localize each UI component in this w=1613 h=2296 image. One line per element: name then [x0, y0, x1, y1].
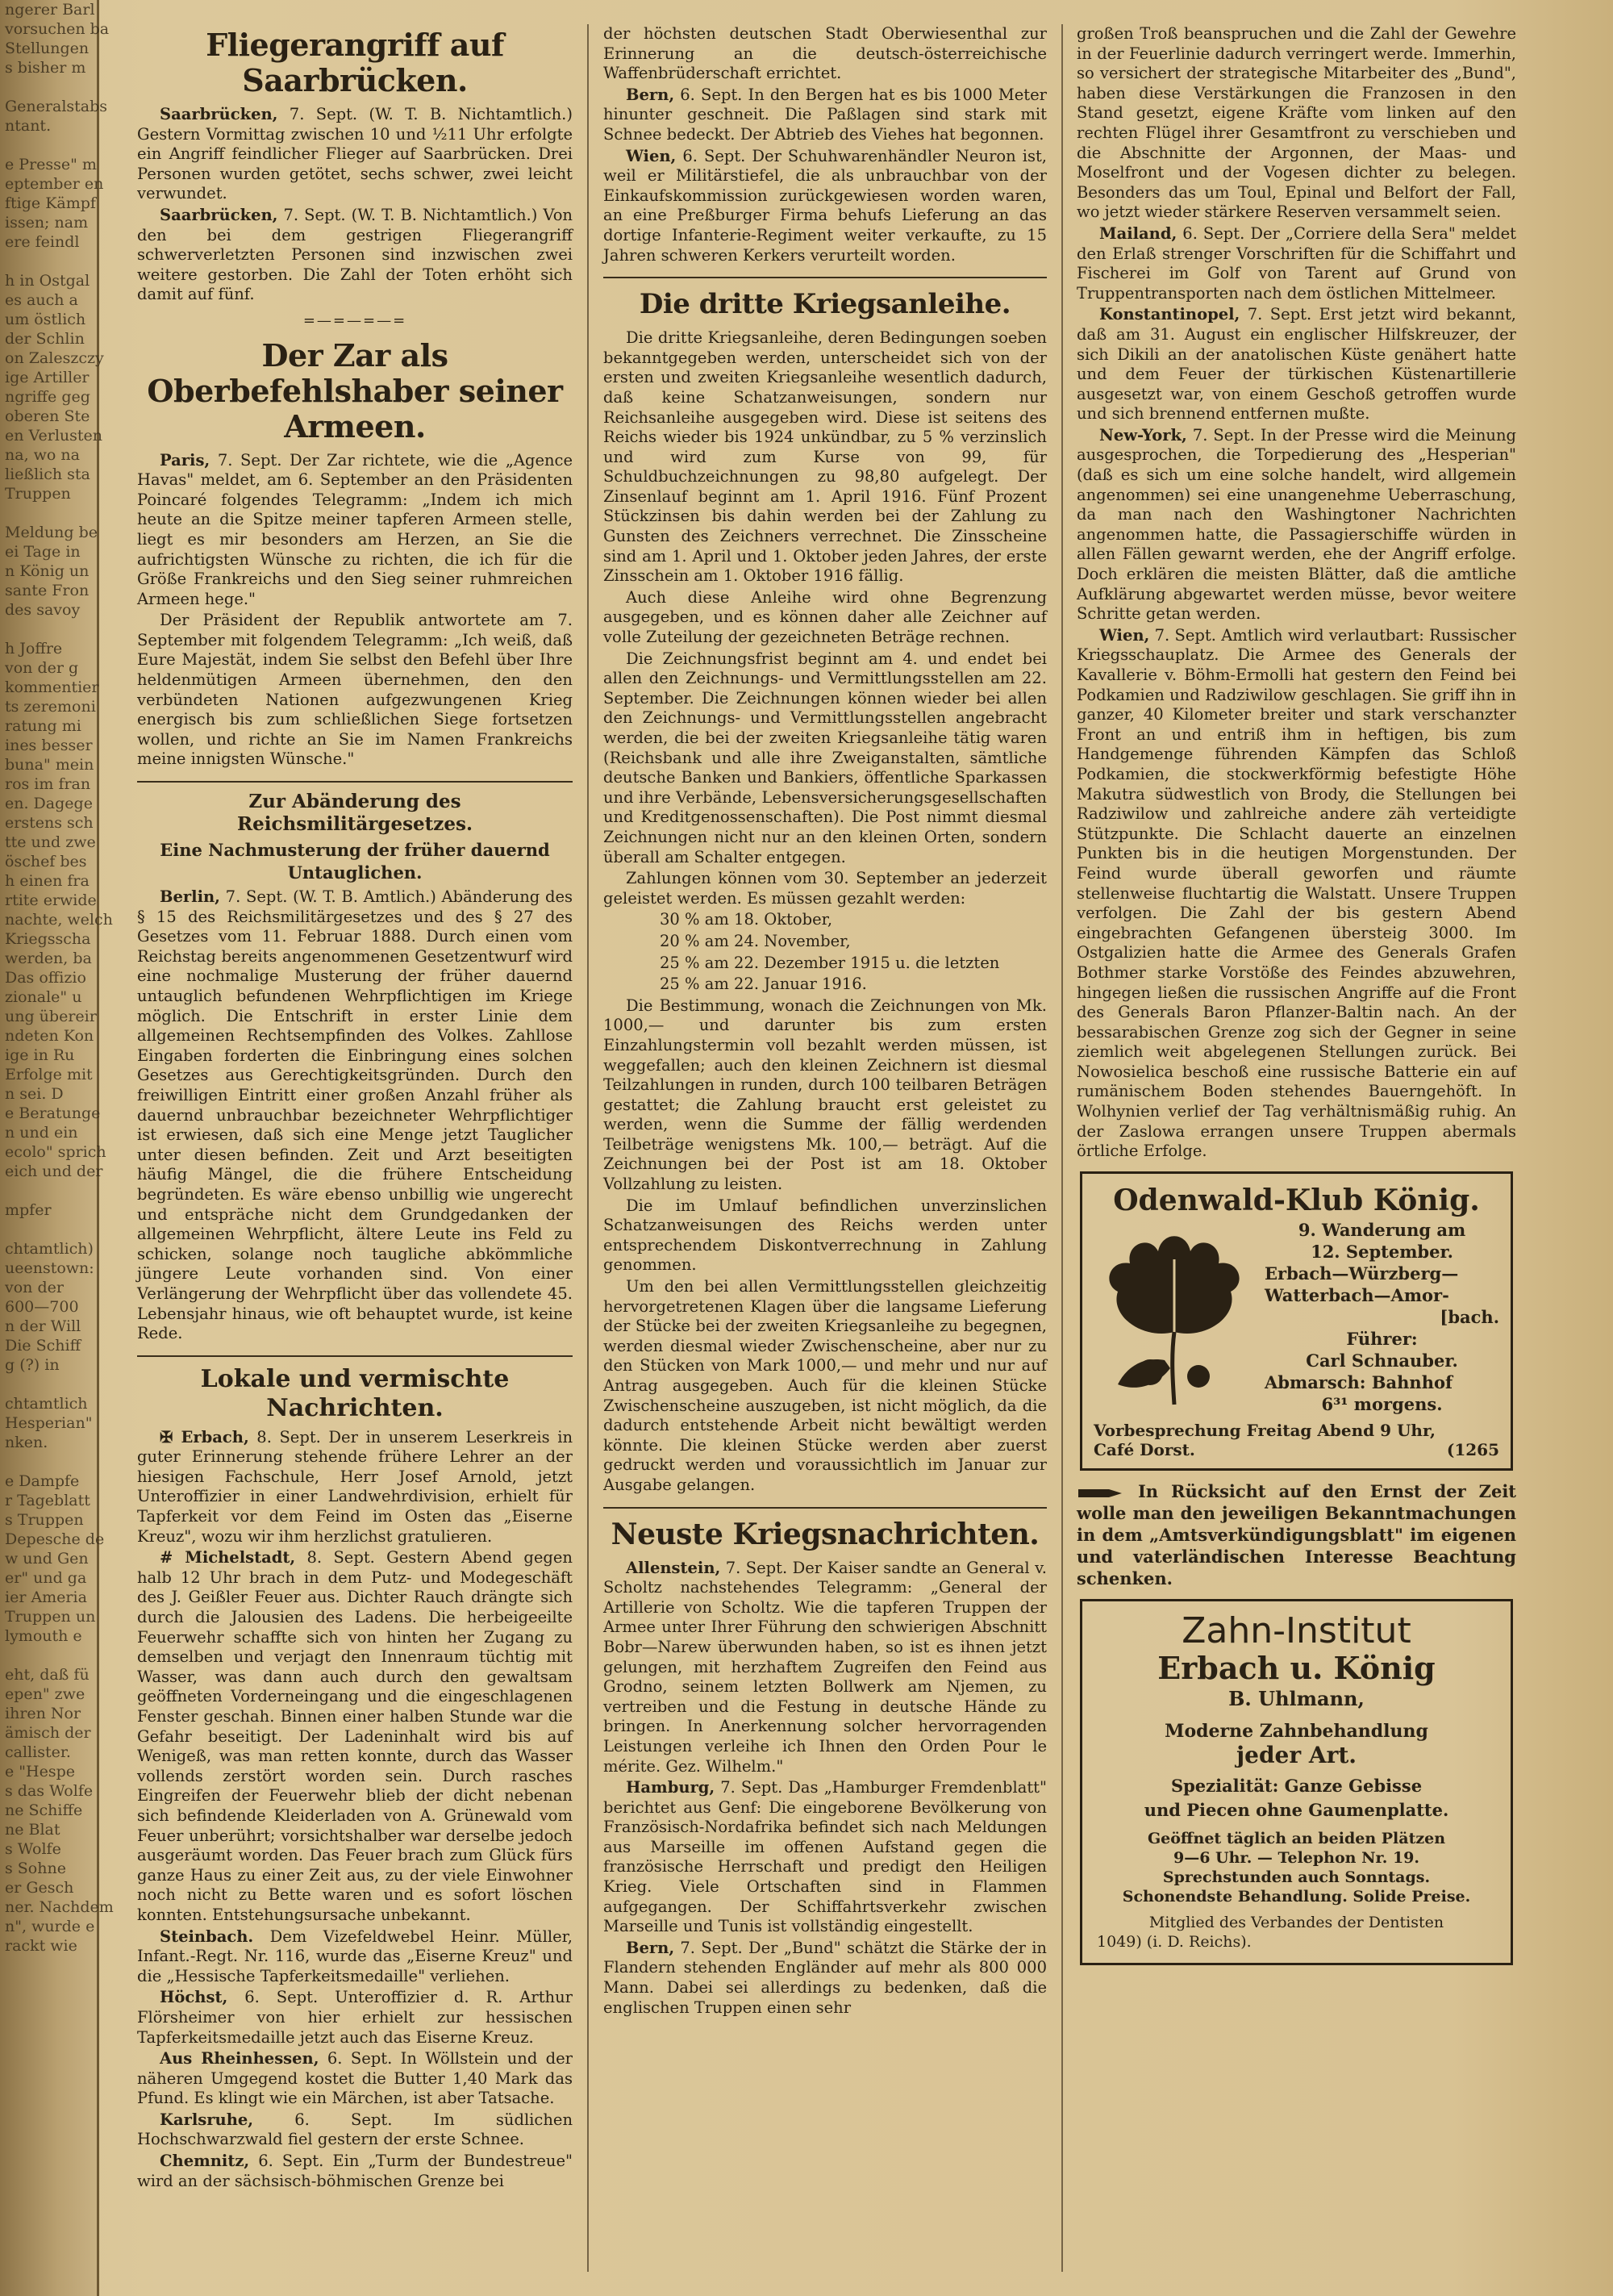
spine-fragment: chtamtlich) — [5, 1240, 94, 1258]
ad-line: Moderne Zahnbehandlung — [1165, 1721, 1428, 1743]
article-paragraph: Allenstein, 7. Sept. Der Kaiser sandte an General v. Scholtz nachstehendes Telegramm: „General der Artillerie von Scholtz. Wie die tapferen Truppen der Armee unter Ihrer Führung den schwierigen Abschnitt Bobr—Narew überwunden haben, so ist es ihnen jetzt gelungen, mit herzhaftem Zugreifen den Feind aus Grodno, seinem letzten Bollwerk am Njemen, zu vertreiben und die Festung in deutsche Hände zu bringen. In Anerkennung solcher hervorragenden Leistungen verleihe ich Ihnen den Orden Pour le mérite. Gez. Wilhelm." — [603, 1558, 1047, 1776]
spine-fragment: ftige Kämpf — [5, 194, 96, 212]
spine-fragment — [0, 1452, 97, 1472]
dateline: New-York, — [1099, 425, 1187, 445]
dateline: Saarbrücken, — [160, 205, 278, 224]
spine-fragment: ines besser — [5, 737, 93, 754]
headline-kriegsanleihe: Die dritte Kriegsanleihe. — [639, 288, 1011, 321]
divider — [603, 1507, 1047, 1509]
spine-fragment: s bisher m — [5, 59, 86, 77]
spine-fragment: en. Dagege — [5, 795, 93, 812]
ad-subtitle: Erbach u. König — [1157, 1650, 1436, 1687]
article-paragraph: Steinbach. Dem Vizefeldwebel Heinr. Müller, Infant.-Regt. Nr. 116, wurde das „Eiserne Kreuz" und die „Hessische Tapferkeitsmedaille" verliehen. — [137, 1927, 573, 1985]
spine-fragment: um östlich — [5, 311, 86, 328]
spine-fragment: r Tageblatt — [5, 1492, 90, 1509]
headline-reichsmilitaergesetz: Zur Abänderung des Reichsmilitärgesetzes. — [237, 791, 473, 836]
article-paragraph: Karlsruhe, 6. Sept. Im südlichen Hochschwarzwald fiel gestern der erste Schnee. — [137, 2110, 573, 2149]
spine-fragment: eht, daß fü — [5, 1666, 90, 1684]
ad-line: 6³¹ morgens. — [1321, 1393, 1443, 1414]
ad-odenwald-klub — [1080, 1171, 1513, 1471]
spine-fragment: s Wolfe — [5, 1840, 61, 1858]
spine-fragment: h Joffre — [5, 640, 63, 657]
payment-line: 20 % am 24. November, — [660, 931, 851, 950]
spine-fragment: Erfolge mit — [5, 1066, 93, 1083]
spine-fragment — [0, 77, 97, 97]
ad-title: Odenwald-Klub König. — [1113, 1183, 1480, 1217]
ad-ref-number: (1265 — [1446, 1440, 1499, 1460]
spine-fragment — [0, 503, 97, 523]
spine-fragment: von der g — [5, 659, 79, 677]
ad-line: Carl Schnauber. — [1306, 1350, 1458, 1371]
ad-line: Sprechstunden auch Sonntags. — [1162, 1868, 1431, 1887]
spine-fragment: Die Schiff — [5, 1337, 81, 1355]
dateline: Allenstein, — [626, 1558, 721, 1577]
ad-line: Erbach—Würzberg— — [1265, 1263, 1459, 1284]
spine-fragment — [0, 252, 97, 271]
dateline: Hamburg, — [626, 1778, 715, 1797]
dateline: Paris, — [160, 450, 210, 470]
article-paragraph: Saarbrücken, 7. Sept. (W. T. B. Nichtamtlich.) Von den bei dem gestrigen Fliegerangriff schwerverletzten Personen sind inzwischen zwei weitere gestorben. Die Zahl der Toten erhöht sich damit auf fünf. — [137, 205, 573, 304]
spine-fragment: issen; nam — [5, 214, 89, 232]
spine-fragment: n sei. D — [5, 1085, 64, 1103]
spine-fragment: ndeten Kon — [5, 1027, 94, 1045]
article-paragraph: Höchst, 6. Sept. Unteroffizier d. R. Arthur Flörsheimer von hier erhielt zur hessischen Tapferkeitsmedaille jetzt auch das Eiserne Kreuz. — [137, 1988, 573, 2047]
article-paragraph: # Michelstadt, 8. Sept. Gestern Abend gegen halb 12 Uhr brach in dem Putz- und Modegeschäft des J. Geißler Feuer aus. Dichter Rauch drängte sich durch die Jalousien des Ladens. Die herbeigeeilte Feuerwehr schaffte sich von hinten her Zugang zu demselben und verjagt den Innenraum tüchtig mit Wasser, was dann auch durch den gewaltsam geöffneten Vorderneingang und die eingeschlagenen Fenster geschah. Binnen einer halben Stunde war die Gefahr beseitigt. Der Ladeninhalt wird bis auf Wenigeß, was man retten konnte, durch das Wasser vollends zerstört worden sein. Durch rasches Eingreifen der Feuerwehr blieb der dicht nebenan sich befindende Kleiderladen von A. Grünewald vom Feuer unberührt; vorsichtshalber war derselbe jedoch ausgeräumt worden. Das Feuer brach zum Glück fürs ganze Haus zu einer Zeit aus, zu der viele Einwohner noch nicht zu Bette waren und es sofort löschen konnten. Entstehungsursache unbekannt. — [137, 1548, 573, 1924]
ad-line: Schonendste Behandlung. Solide Preise. — [1122, 1888, 1471, 1906]
spine-fragment: s das Wolfe — [5, 1782, 94, 1800]
spine-fragment: ueenstown: — [5, 1259, 94, 1277]
subheadline: Eine Nachmusterung der früher dauernd Untauglichen. — [160, 840, 550, 883]
article-paragraph: Zahlungen können vom 30. September an jederzeit geleistet werden. Es müssen gezahlt werden: — [603, 869, 1047, 908]
article-paragraph: New-York, 7. Sept. In der Presse wird die Meinung ausgesprochen, die Torpedierung des „Hesperian" (daß es sich um eine solche handelt, wird allgemein angenommen) sei eine unangenehme Ueberraschung, da man nach den Washingtoner Nachrichten angenommen hatte, die Passagierschiffe würden in allen Fällen gewarnt werden, ehe der Angriff erfolge. Doch erklären die meisten Blätter, daß die amtliche Aufklärung abgewartet werden müsse, bevor weitere Schritte getan werden. — [1077, 425, 1516, 624]
article-paragraph: Bern, 7. Sept. Der „Bund" schätzt die Stärke der in Flandern stehenden Engländer auf mehr als 800 000 Mann. Dabei sei allerdings zu bedenken, daß die englischen Truppen einen sehr — [603, 1938, 1047, 2017]
article-paragraph: Konstantinopel, 7. Sept. Erst jetzt wird bekannt, daß am 31. August ein englischer Hilfskreuzer, der sich Dikili an der anatolischen Küste genähert hatte und dem Feuer der türkischen Küstenartillerie ausgesetzt war, von einem Geschoß getroffen wurde und sich brennend entfernen mußte. — [1077, 305, 1516, 424]
article-paragraph: Um den bei allen Vermittlungsstellen gleichzeitig hervorgetretenen Klagen über die langsame Lieferung der Stücke bei der zweiten Kriegsanleihe zu begegnen, werden diesmal wieder Zwischenscheine, aber nur zu den Stücken von Mark 1000,— und mehr und nur auf Antrag ausgegeben. Auch für die kleinen Stücke Zwischenscheine auszugeben, ist nicht möglich, da die dadurch entstehende Arbeit nicht bewältigt werden könnte. Die kleinen Stücke werden aber zuerst gedruckt werden und voraussichtlich im Januar zur Ausgabe gelangen. — [603, 1277, 1047, 1494]
ad-zahn-institut — [1080, 1599, 1513, 1965]
spine-fragment: Kriegsscha — [5, 930, 91, 948]
article-paragraph: Berlin, 7. Sept. (W. T. B. Amtlich.) Abänderung des § 15 des Reichsmilitärgesetzes und des § 27 des Gesetzes vom 11. Februar 1888. Durch einen vom Reichstag bereits angenommenen Gesetzentwurf wird eine nochmalige Musterung der früher dauernd untauglich befundenen Wehrpflichtigen im Kriege möglich. Die Entschrift in erster Linie dem allgemeinen Rechtsempfinden des Volkes. Zahllose Eingaben forderten die Einbringung eines solchen Gesetzes aus Gerechtigkeitsgründen. Durch den freiwilligen Eintritt einer großen Anzahl früher als dauernd unbrauchbar bezeichneter Wehrpflichtiger ist erwiesen, daß sich eine Menge jetzt Tauglicher unter diesen befinden. Zeit und Arzt beseitigten häufig Mängel, die die frühere Entscheidung begründeten. Es wäre ebenso unbillig wie ungerecht und entspräche nicht dem Grundgedanken der allgemeinen Wehrpflicht, ältere Leute ins Feld zu schicken, solange noch taugliche abkömmliche jüngere Leute vorhanden sind. Von einer Verlängerung der Wehrpflicht über das vollendete 45. Lebensjahr hinaus, wie oft behauptet wurde, ist keine Rede. — [137, 887, 573, 1343]
article-paragraph: Wien, 6. Sept. Der Schuhwarenhändler Neuron ist, weil er Militärstiefel, die als unbrauchbar von der Einkaufskommission zurückgewiesen worden waren, an eine Preßburger Firma behufs Lieferung an das dortige Infanterie-Regiment weiter verkaufte, zu 15 Jahren schweren Kerkers verurteilt worden. — [603, 146, 1047, 265]
spine-fragment: ne Schiffe — [5, 1801, 83, 1819]
spine-fragment: er Gesch — [5, 1879, 74, 1897]
spine-fragment: n", wurde e — [5, 1918, 95, 1935]
article-paragraph: ✠ Erbach, 8. Sept. Der in unserem Leserkreis in guter Erinnerung stehende frühere Lehrer an der hiesigen Fachschule, Herr Josef Arnold, jetzt Unteroffizier in einer Landwehrdivision, erhielt für Tapferkeit vor dem Feind im Osten das „Eiserne Kreuz", wozu wir ihm herzlichst gratulieren. — [137, 1427, 573, 1546]
spine-fragment: ämisch der — [5, 1724, 91, 1742]
spine-fragment: ihren Nor — [5, 1705, 81, 1722]
divider — [137, 781, 573, 783]
article-paragraph: Wien, 7. Sept. Amtlich wird verlautbart: Russischer Kriegsschauplatz. Die Armee des Generals der Kavallerie v. Böhm-Ermolli hat gestern den Feind bei Podkamien und Radziwilow geschlagen. Sie griff ihn in ganzer, 40 Kilometer breiter und stark verschanzter Front an und entriß ihm in heftigen, bis zum Handgemenge führenden Kämpfen das Schloß Podkamien, die stockwerkförmig befestigte Höhe Makutra südwestlich von Brody, die Stellungen bei Radziwilow und zahlreiche andere zäh verteidigte Stützpunkte. Die Schlacht dauerte an einzelnen Punkten bis in die heutigen Morgenstunden. Der Feind wurde überall geworfen und räumte stellenweise fluchtartig die Walstatt. Unsere Truppen verfolgen. Die Zahl der bis gestern Abend eingebrachten Gefangenen übersteig 3000. Im Ostgalizien hatte die Armee des Generals Grafen Bothmer starke Vorstöße des Feindes abzuwehren, hingegen ließen die russischen Angriffe auf die Front des Generals Baron Pflanzer-Baltin nach. An der bessarabischen Grenze zog sich der Gegner in seine ziemlich weit abgelegenen Stellungen zurück. Bei Nowosielica beschoß eine russische Batterie ein auf rumänischem Boden stehendes Bauerngehöft. In Wolhynien verlief der Tag verhältnismäßig ruhig. An der Zaslowa errangen unsere Truppen abermals örtliche Erfolge. — [1077, 625, 1516, 1161]
spine-fragment: zionale" u — [5, 988, 82, 1006]
article-paragraph: Hamburg, 7. Sept. Das „Hamburger Fremdenblatt" berichtet aus Genf: Die eingeborene Bevölkerung von Französisch-Nordafrika befindet sich nach Meldungen aus Marseille im offenen Aufstand gegen die französische Herrschaft und predigt den Heiligen Krieg. Viele Ortschaften sind in Flammen aufgegangen. Der Schiffahrtsverkehr zwischen Marseille und Tunis ist vollständig eingestellt. — [603, 1778, 1047, 1936]
spine-fragment: rtite erwide — [5, 891, 97, 909]
spine-fragment: vorsuchen ba — [5, 20, 110, 38]
dateline: Chemnitz, — [160, 2152, 250, 2171]
spine-fragment: erstens sch — [5, 814, 94, 832]
article-paragraph: Die Zeichnungsfrist beginnt am 4. und endet bei allen den Zeichnungs- und Vermittlungsstellen am 22. September. Die Zeichnungen können wieder bei allen den Zeichnungs- und Vermittlungsstellen angebracht werden, die bei der zweiten Kriegsanleihe tätig waren (Reichsbank und alle ihre Zweiganstalten, sämtliche deutsche Banken und Bankiers, öffentliche Sparkassen und ihre Verbände, Lebensversicherungsgesellschaften und Kreditgenossenschaften). Die Post nimmt diesmal Zeichnungen nicht nur an den kleinen Orten, sondern überall am Schalter entgegen. — [603, 649, 1047, 866]
spine-fragment: ließlich sta — [5, 465, 90, 483]
dateline: Mailand, — [1099, 223, 1177, 243]
dateline: Bern, — [626, 85, 675, 104]
ad-line: Café Dorst. — [1094, 1440, 1195, 1460]
ad-line: Führer: — [1346, 1328, 1418, 1349]
spine-fragment: tte und zwe — [5, 833, 96, 851]
spine-fragment: des savoy — [5, 601, 81, 619]
spine-fragment: ier Ameria — [5, 1588, 87, 1606]
pointing-hand-icon — [1077, 1484, 1125, 1502]
ad-name: B. Uhlmann, — [1228, 1687, 1365, 1711]
spine-fragment: Truppen — [5, 485, 71, 503]
spine-fragment: ere feindl — [5, 233, 80, 251]
ad-line: Mitglied des Verbandes der Dentisten — [1148, 1914, 1444, 1932]
article-paragraph: Der Präsident der Republik antwortete am 7. September mit folgendem Telegramm: „Ich weiß, daß Eure Majestät, indem Sie selbst den Befehl über Ihre heldenmütigen Armeen übernehmen, den den verbündeten Nationen aufgezwungenen Krieg energisch bis zum schließlichen Siege fortsetzen wollen, und richte an Sie im Namen Frankreichs meine innigsten Wünsche." — [137, 611, 573, 769]
spine-fragment: eich und der — [5, 1163, 103, 1180]
spine-fragment: Stellungen — [5, 40, 90, 57]
headline-saarbruecken: Fliegerangriff auf Saarbrücken. — [206, 27, 504, 98]
spine-fragment: lymouth e — [5, 1627, 82, 1645]
headline-zar: Der Zar als Oberbefehlshaber seiner Armeen. — [147, 336, 563, 445]
spine-fragment: s Truppen — [5, 1511, 84, 1529]
headline-lokales: Lokale und vermischte Nachrichten. — [200, 1364, 510, 1422]
spine-fragment: n und ein — [5, 1124, 78, 1142]
ad-line: Geöffnet täglich an beiden Plätzen — [1147, 1830, 1446, 1848]
ad-details — [1265, 1219, 1499, 1421]
article-paragraph: Die dritte Kriegsanleihe, deren Bedingungen soeben bekanntgegeben werden, unterscheidet sich von der ersten und zweiten Kriegsanleihe wesentlich dadurch, daß keine Schatzanweisungen, sondern nur Reichsanleihe ausgegeben wird. Diese ist seitens des Reichs wieder bis 1924 unkündbar, zu 5 % verzinslich und wird zum Kurse von 99, für Schuldbuchzeichnungen zu 98,80 aufgelegt. Der Zinsenlauf beginnt am 1. April 1916. Fünf Prozent Stückzinsen bis dahin werden bei der Zahlung zu Gunsten des Zeichners verrechnet. Die Zinsscheine sind am 1. April und 1. Oktober jeden Jahres, der erste Zinsschein am 1. Oktober 1916 fällig. — [603, 328, 1047, 586]
spine-fragment: es auch a — [5, 291, 78, 309]
spine-fragment: chtamtlich — [5, 1395, 88, 1413]
spine-fragment: ige Artiller — [5, 369, 90, 386]
article-paragraph: Die im Umlauf befindlichen unverzinslichen Schatzanweisungen des Reichs werden unter entsprechendem Diskontverrechnung in Zahlung genommen. — [603, 1196, 1047, 1275]
spine-fragment: ecolo" sprich — [5, 1143, 106, 1161]
spine-fragment: 600—700 — [5, 1298, 79, 1316]
spine-fragment: ige in Ru — [5, 1046, 75, 1064]
headline-kriegsnachrichten: Neuste Kriegsnachrichten. — [611, 1517, 1040, 1551]
spine-fragment: der Schlin — [5, 330, 85, 348]
column-rule — [1061, 24, 1063, 2272]
ad-line: 9—6 Uhr. — Telephon Nr. 19. — [1173, 1849, 1420, 1868]
spine-fragment: n König un — [5, 562, 90, 580]
ad-line: jeder Art. — [1236, 1742, 1357, 1769]
ad-title: Zahn-Institut — [1182, 1610, 1411, 1652]
payment-line: 25 % am 22. Dezember 1915 u. die letzten — [660, 953, 1000, 972]
notice-text: In Rücksicht auf den Ernst der Zeit wolle man den jeweiligen Bekanntmachungen in dem „Amtsverkündigungsblatt" im eigenen und vaterländischen Interesse Beachtung schenken. — [1077, 1481, 1516, 1589]
dateline: Konstantinopel, — [1099, 305, 1240, 324]
spine-fragment: ner. Nachdem — [5, 1898, 114, 1916]
spine-fragment — [0, 620, 97, 639]
spine-fragment: eptember en — [5, 175, 104, 193]
spine-fragment: h einen fra — [5, 872, 90, 890]
article-paragraph: Auch diese Anleihe wird ohne Begrenzung ausgegeben, und es können daher alle Zeichner auf volle Zuteilung der gezeichneten Beträge rechnen. — [603, 587, 1047, 647]
spine-fragment: g (?) in — [5, 1356, 60, 1374]
ad-line: Abmarsch: Bahnhof — [1265, 1371, 1453, 1392]
column-3 — [1077, 24, 1516, 2280]
spine-fragment: ei Tage in — [5, 543, 81, 561]
spine-fragment: ngriffe geg — [5, 388, 90, 406]
payment-line: 30 % am 18. Oktober, — [660, 910, 833, 929]
adjacent-page-fragment — [0, 0, 114, 2296]
spine-fragment: ros im fran — [5, 775, 91, 793]
spine-fragment: na, wo na — [5, 446, 80, 464]
divider — [603, 277, 1047, 278]
dateline: Wien, — [1099, 625, 1150, 645]
spine-fragment: kommentier — [5, 678, 99, 696]
ad-line: 1049) (i. D. Reichs). — [1097, 1933, 1252, 1952]
spine-fragment: e Dampfe — [5, 1472, 80, 1490]
payment-line: 25 % am 22. Januar 1916. — [660, 975, 867, 994]
spine-fragment: ung übereir — [5, 1008, 97, 1025]
spine-fragment: rackt wie — [5, 1937, 77, 1955]
spine-fragment: Meldung be — [5, 524, 98, 541]
ad-line: Watterbach—Amor- — [1265, 1284, 1449, 1305]
spine-fragment: er" und ga — [5, 1569, 87, 1587]
article-paragraph: großen Troß beanspruchen und die Zahl der Gewehre in der Feuerlinie dadurch verringert werde. Immerhin, so versichert der strategische Mitarbeiter des „Bund", haben diese Verstärkungen die Franzosen in den Stand gesetzt, eigene Kräfte vom linken auf den rechten Flügel ihrer Gesamtfront zu verschieben und die Abschnitte der Argonnen, der Maas- und Moselfront und der Vogesen dichter zu belegen. Besonders das um Toul, Epinal und Belfort der Fall, wo jetzt wieder stärkere Reserven versammelt seien. — [1077, 24, 1516, 222]
dateline: Karlsruhe, — [160, 2110, 254, 2129]
spine-fragment: öschef bes — [5, 853, 87, 870]
spine-fragment: h in Ostgal — [5, 272, 90, 290]
dateline: Aus Rheinhessen, — [160, 2049, 319, 2068]
spine-fragment — [0, 1646, 97, 1665]
ad-line: 12. September. — [1311, 1241, 1453, 1262]
dateline: ✠ Erbach, — [160, 1427, 249, 1446]
article-paragraph: Saarbrücken, 7. Sept. (W. T. B. Nichtamtlich.) Gestern Vormittag zwischen 10 und ½11 Uhr erfolgte ein Angriff feindlicher Flieger auf Saarbrücken. Drei Personen wurden getötet, sechs schwer, zwei leicht verwundet. — [137, 105, 573, 203]
article-paragraph: Mailand, 6. Sept. Der „Corriere della Sera" meldet den Erlaß strenger Vorschriften für die Schiffahrt und Fischerei im Golf von Tarent auf Grund von Truppentransporten nach dem östlichen Mittelmeer. — [1077, 223, 1516, 303]
ad-body — [1094, 1219, 1499, 1421]
ad-line: und Piecen ohne Gaumenplatte. — [1144, 1800, 1449, 1821]
notice-amtsblatt — [1077, 1480, 1516, 1589]
spine-fragment: e "Hespe — [5, 1763, 75, 1780]
oak-leaf-icon — [1094, 1219, 1255, 1421]
dateline: Berlin, — [160, 887, 220, 907]
spine-fragment: sante Fron — [5, 582, 90, 599]
spine-fragment: en Verlusten — [5, 427, 103, 445]
ad-line: Spezialität: Ganze Gebisse — [1170, 1776, 1423, 1797]
spine-fragment: Generalstabs — [5, 98, 108, 115]
ad-line: 9. Wanderung am — [1298, 1219, 1466, 1240]
spine-fragment: ts zeremoni — [5, 698, 96, 716]
article-paragraph: der höchsten deutschen Stadt Oberwiesenthal zur Erinnerung an die deutsch-österreichische Waffenbrüderschaft errichtet. — [603, 24, 1047, 83]
divider — [137, 1355, 573, 1357]
spine-fragment — [0, 136, 97, 155]
spine-fragment: ratung mi — [5, 717, 81, 735]
article-paragraph: Paris, 7. Sept. Der Zar richtete, wie die „Agence Havas" meldet, am 6. September an den Präsidenten Poincaré folgendes Telegramm: „Indem ich mich heute an die Spitze meiner tapferen Armeen stelle, liegt es mir besonders am Herzen, an Sie die aufrichtigsten Wünsche zu richten, die ich für die Größe Frankreichs und den Sieg seiner ruhmreichen Armeen hege." — [137, 450, 573, 608]
ad-line: [bach. — [1440, 1306, 1499, 1327]
dateline: # Michelstadt, — [160, 1548, 296, 1568]
spine-fragment: Depesche de — [5, 1530, 105, 1548]
spine-fragment — [0, 1220, 97, 1239]
dateline: Höchst, — [160, 1988, 228, 2007]
spine-fragment: mpfer — [5, 1201, 52, 1219]
spine-fragment: nachte, welch — [5, 911, 113, 929]
spine-fragment: buna" mein — [5, 756, 94, 774]
spine-fragment — [0, 1375, 97, 1394]
ad-line: Vorbesprechung Freitag Abend 9 Uhr, — [1094, 1420, 1436, 1440]
spine-fragment: n der Will — [5, 1317, 81, 1335]
dateline: Steinbach. — [160, 1927, 254, 1946]
spine-fragment: e Presse" m — [5, 156, 97, 173]
separator: =—=—=—= — [302, 311, 407, 329]
spine-fragment: Das offizio — [5, 969, 86, 987]
spine-fragment: s Sohne — [5, 1860, 66, 1877]
dateline: Bern, — [626, 1938, 675, 1957]
spine-fragment: werden, ba — [5, 950, 92, 967]
spine-fragment: ngerer Barl — [5, 1, 95, 19]
spine-fragment: nken. — [5, 1434, 48, 1451]
article-paragraph: Aus Rheinhessen, 6. Sept. In Wöllstein und der näheren Umgegend kostet die Butter 1,40 Mark das Pfund. Es klingt wie ein Märchen, ist aber Tatsache. — [137, 2049, 573, 2108]
spine-fragment: Hesperian" — [5, 1414, 93, 1432]
column-1 — [137, 24, 573, 2280]
dateline: Saarbrücken, — [160, 105, 278, 123]
spine-fragment: Truppen un — [5, 1608, 96, 1626]
ad-foot — [1094, 1440, 1499, 1460]
spine-fragment: oberen Ste — [5, 407, 90, 425]
spine-fragment — [0, 1181, 97, 1200]
spine-fragment: callister. — [5, 1743, 71, 1761]
spine-fragment: e Beratunge — [5, 1104, 101, 1122]
spine-fragment: epen" zwe — [5, 1685, 85, 1703]
column-2 — [603, 24, 1047, 2280]
column-rule — [587, 24, 589, 2272]
spine-fragment: on Zaleszczy — [5, 349, 104, 367]
article-paragraph: Die Bestimmung, wonach die Zeichnungen von Mk. 1000,— und darunter bis zum ersten Einzahlungstermin voll bezahlt werden müssen, ist weggefallen; auch den kleinen Zeichnern ist diesmal Teilzahlungen in runden, durch 100 teilbaren Beträgen gestattet; die Zahlung braucht erst geleistet zu werden, wenn die Summe der fällig werdenden Teilbeträge wenigstens Mk. 100,— beträgt. Auf die Zeichnungen bei der Post ist am 18. Oktober Vollzahlung zu leisten. — [603, 996, 1047, 1194]
article-paragraph: Bern, 6. Sept. In den Bergen hat es bis 1000 Meter hinunter geschneit. Die Paßlagen sind stark mit Schnee bedeckt. Der Abtrieb des Viehes hat begonnen. — [603, 85, 1047, 144]
spine-fragment: w und Gen — [5, 1550, 89, 1568]
spine-fragment: ntant. — [5, 117, 52, 135]
spine-fragment: von der — [5, 1279, 64, 1296]
article-paragraph: Chemnitz, 6. Sept. Ein „Turm der Bundestreue" wird an der sächsisch-böhmischen Grenze bei — [137, 2152, 573, 2190]
dateline: Wien, — [626, 146, 677, 165]
spine-fragment: ne Blat — [5, 1821, 60, 1839]
